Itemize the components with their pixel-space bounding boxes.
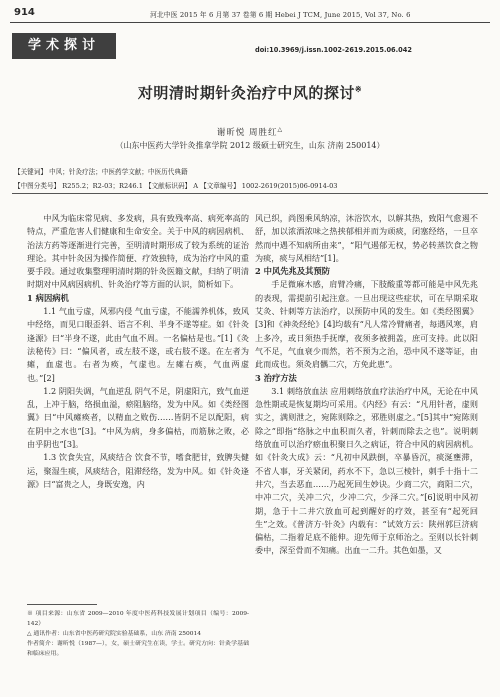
journal-header: 河北中医 2015 年 6 月第 37 卷第 6 期 Hebei J TCM, June 2015, Vol 37, No. 6 xyxy=(150,11,411,19)
title-text: 对明清时期针灸治疗中风的探讨 xyxy=(137,84,355,102)
body-paragraph: 1.2 阴阳失调，气血逆乱 阴气不足，阴虚阳亢，致气血逆乱，上冲于脑，络损血溢，瘀阻脑络，发为中风。如《类经图翼》曰“中风瘫痪者，以精血之败伤……皆阴不足以配阳，病在阴中之水也”[3]。“中风为病，身多偏枯，而筋脉之败，必由乎阴也”[3]。 xyxy=(27,385,249,450)
author-mark: △ xyxy=(277,126,284,134)
section-heading: 2 中风先兆及其预防 xyxy=(255,266,331,277)
body-paragraph: 3.1 刺络放血法 应用刺络放血疗法治疗中风，无论在中风急性期或是恢复期均可采用。《内经》有云：“凡用针者，虚则实之，满则泄之，宛陈则除之，邪胜则虚之。”[5]其中“宛陈则除之”即指“络脉之中血积而久者，针刺而除去之也”。说明刺络放血可以治疗瘀血积聚日久之病证，符合中风的病因病机。如《针灸大成》云：“凡初中风跌倒，卒暴昏沉，痰涎壅滞，不省人事，牙关紧闭，药水不下，急以三棱针，刺手十指十二井穴，当去恶血……乃起死回生妙诀。少商二穴，商阳二穴，中冲二穴，关冲二穴，少冲二穴，少泽二穴。”[6]说明中风初期，急于十二井穴放血可起到醒好的疗效，甚至有“起死回生”之效。《普济方·针灸》内载有：“试效方云：陕州郭巨济病偏枯，二指着足底不能伸。迎先师于京师治之。至则以长针刺委中，深至骨而不知痛。出血一二升。其色如墨，又 xyxy=(255,385,478,556)
section-tag: 学术探讨 xyxy=(12,33,116,59)
body-paragraph: 1.1 气血亏虚，风邪内侵 气血亏虚，不能濡养机体，致风中经络，而见口眼歪斜、语言不利、半身不遂等症。如《针灸逢源》曰“半身不遂，此由气血不周。一名偏枯是也。”[1]《灸法秘传》曰：“偏风者，或左肢不遂，或右肢不遂。在左者为瘫，血虚也。右者为痪，气虚也。左瘫右痪，气血两虚也。”[2] xyxy=(27,306,249,383)
title-mark: ※ xyxy=(354,84,363,94)
body-paragraph: 风已织，尚图乘风纳凉，沐浴饮水，以解其热，致阳气愈遏不舒，加以浓酒浓味之热挟郁相并而为顽痰，闭塞经络，一旦卒然而中遇不知病所由来”，“阳气遏郁无权，势必转蒸饮食之物为痰，痰与风相结”[1]。 xyxy=(255,213,478,263)
article-title xyxy=(0,82,500,103)
classification: 【中图分类号】 R255.2；R2-03；R246.1 【文献标识码】 A 【文章编号】 1002-2619(2015)06-0914-03 xyxy=(14,182,338,190)
footnote-rule xyxy=(27,604,97,605)
section-heading: 1 病因病机 xyxy=(27,292,69,303)
footnote-corresponding: △ 通讯作者：山东省中医药研究院实验基础系，山东 济南 250014 xyxy=(27,631,202,637)
body-paragraph: 中风为临床常见病、多发病，具有致残率高、病死率高的特点，严重危害人们健康和生命安全。关于中风的病因病机、治法方药等逐渐进行完善，至明清时期形成了较为系统的证治理论。其中针灸因为操作简便、疗效独特，成为治疗中风的重要手段。通过收集整理明清时期的针灸医籍文献，归纳了明清时期对中风病因病机、针灸治疗等方面的认识，简析如下。 xyxy=(27,213,249,290)
body-paragraph: 1.3 饮食失宜，风痰结合 饮食不节，嗜食肥甘，致脾失健运，聚湿生痰，风痰结合，阻滞经络，发为中风。如《针灸逢源》曰“富贵之人，身既安逸，内 xyxy=(27,452,249,489)
footnote-author-bio: 作者简介：谢昕悦（1987—），女，硕士研究生在读，学士。研究方向：针灸学基础和临床应用。 xyxy=(27,641,249,657)
body-right-column xyxy=(255,212,478,558)
header-rule xyxy=(10,22,490,23)
body-paragraph: 手足微麻木感，肩臂冷痛，下肢酸重等都可能是中风先兆的表现，需提前引起注意。一旦出现这些症状，可在早期采取艾灸、针刺等方法治疗，以预防中风的发生。如《类经图翼》[3]和《神灸经纶》[4]均载有“凡人常冷臂痛者，每遇风寒，肩上多冷，或日须热手抚摩，夜须多被拥盖，庶可支持。此以阳气不足，气血衰少而然，若不预为之治，恐中风不遂等证，由此而成也。须灸肩髃二穴，方免此患”。 xyxy=(255,279,478,370)
page-number: 914 xyxy=(14,7,35,18)
author-names: 谢昕悦 周胜红 xyxy=(216,128,278,138)
section-heading: 3 治疗方法 xyxy=(255,372,297,383)
footnote xyxy=(27,609,249,659)
authors xyxy=(0,126,500,138)
footnote-fund: ※ 项目来源：山东省 2009—2010 年度中医药科技发展计划项目（编号：2009-142） xyxy=(27,611,249,627)
body-left-column xyxy=(27,212,249,491)
affiliation: （山东中医药大学针灸推拿学院 2012 级硕士研究生，山东 济南 250014） xyxy=(115,141,385,150)
doi: doi:10.3969/j.issn.1002-2619.2015.06.042 xyxy=(255,46,412,54)
keywords: 【关键词】 中风；针灸疗法；中医药学文献；中医历代典籍 xyxy=(14,168,188,176)
meta-rule xyxy=(12,193,488,194)
